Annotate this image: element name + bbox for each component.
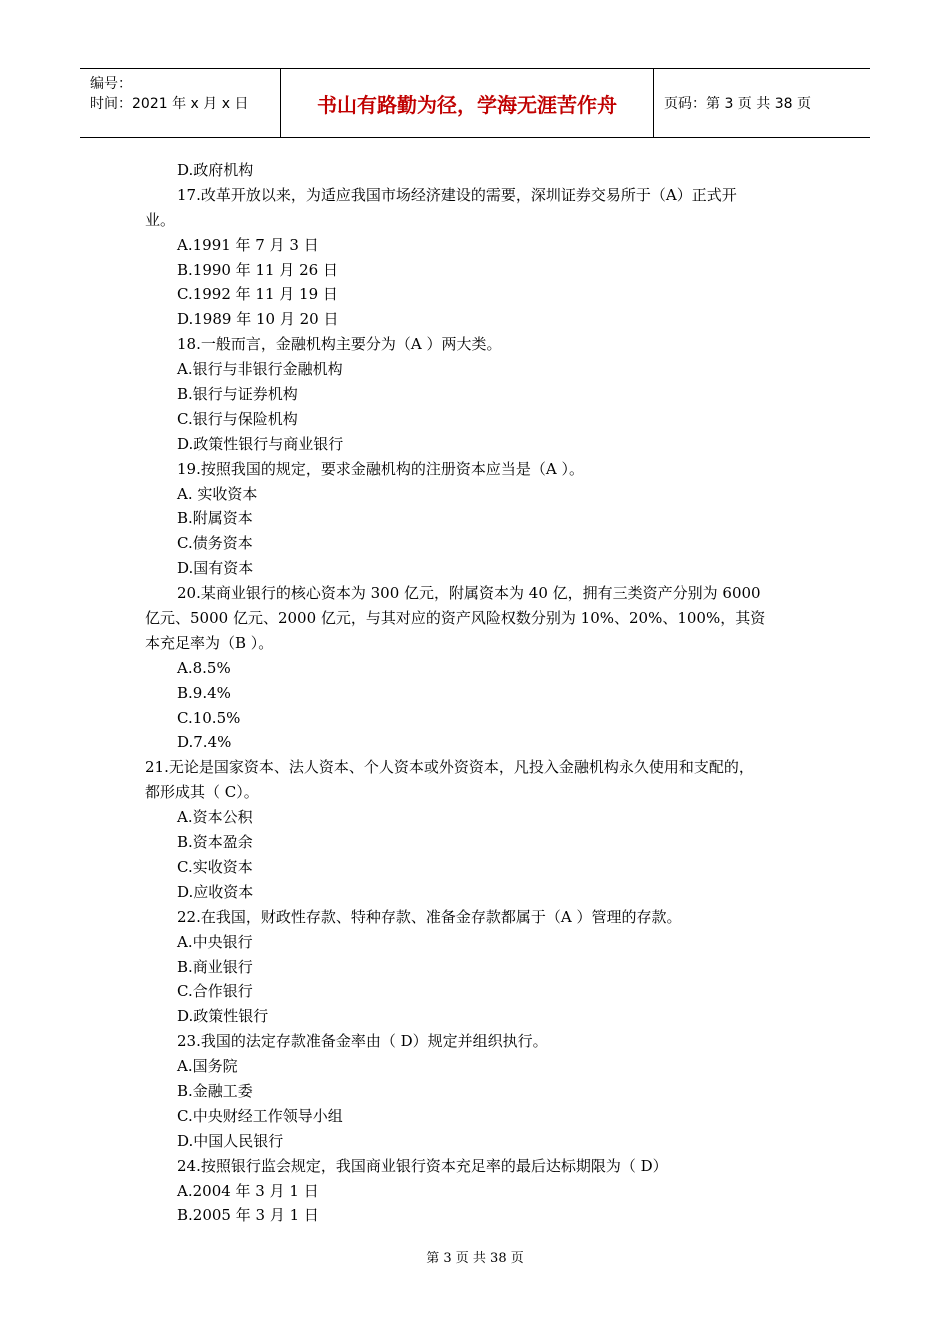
text-line: D.政府机构 bbox=[177, 161, 254, 179]
text-line: C.实收资本 bbox=[177, 857, 253, 876]
text-line: D.中国人民银行 bbox=[177, 1131, 284, 1150]
text-line: C.10.5% bbox=[177, 708, 241, 727]
text-line: D.应收资本 bbox=[177, 882, 254, 901]
page-header bbox=[80, 68, 870, 138]
text-line: A.2004 年 3 月 1 日 bbox=[177, 1181, 319, 1200]
text-line: 17.改革开放以来，为适应我国市场经济建设的需要，深圳证券交易所于（A）正式开 bbox=[177, 185, 737, 204]
text-line: D.政策性银行 bbox=[177, 1007, 269, 1026]
text-line: A.银行与非银行金融机构 bbox=[177, 360, 343, 379]
text-line: A.中央银行 bbox=[177, 932, 253, 951]
text-line: B.资本盈余 bbox=[177, 833, 253, 852]
header-left-cell bbox=[80, 69, 281, 137]
text-line: D.1989 年 10 月 20 日 bbox=[177, 310, 339, 329]
text-line: C.1992 年 11 月 19 日 bbox=[177, 285, 338, 304]
text-line: C.债务资本 bbox=[177, 534, 253, 553]
text-line: 21.无论是国家资本、法人资本、个人资本或外资资本，凡投入金融机构永久使用和支配的， bbox=[145, 758, 754, 777]
text-line: A.1991 年 7 月 3 日 bbox=[177, 235, 319, 254]
page-footer: 第 3 页 共 38 页 bbox=[426, 1251, 524, 1266]
text-line: 业。 bbox=[145, 210, 176, 229]
text-line: 本充足率为（B ）。 bbox=[145, 633, 274, 652]
text-line: C.合作银行 bbox=[177, 982, 253, 1001]
text-line: C.中央财经工作领导小组 bbox=[177, 1106, 343, 1125]
text-line: B.1990 年 11 月 26 日 bbox=[177, 260, 338, 279]
serial-label: 编号： bbox=[90, 76, 132, 92]
text-line: 亿元、5000 亿元、2000 亿元，与其对应的资产风险权数分别为 10%、20%、100%，其资 bbox=[145, 609, 766, 628]
text-line: B.9.4% bbox=[177, 683, 231, 702]
text-line: B.金融工委 bbox=[177, 1081, 253, 1100]
text-line: B.银行与证券机构 bbox=[177, 385, 298, 404]
header-page-info: 页码：第 3 页 共 38 页 bbox=[664, 96, 811, 112]
text-line: 23.我国的法定存款准备金率由（ D）规定并组织执行。 bbox=[177, 1032, 548, 1051]
text-line: B.商业银行 bbox=[177, 957, 253, 976]
document-body bbox=[145, 158, 810, 1228]
text-line: 22.在我国，财政性存款、特种存款、准备金存款都属于（A ）管理的存款。 bbox=[177, 907, 682, 926]
text-line: A.资本公积 bbox=[177, 808, 253, 827]
text-line: D.7.4% bbox=[177, 733, 232, 752]
text-line: A.国务院 bbox=[177, 1057, 238, 1076]
text-line: B.附属资本 bbox=[177, 509, 253, 528]
header-motto: 书山有路勤为径，学海无涯苦作舟 bbox=[281, 69, 654, 137]
text-line: A. 实收资本 bbox=[177, 484, 258, 503]
text-line: 都形成其（ C）。 bbox=[145, 783, 259, 802]
time-label: 时间：2021 年 x 月 x 日 bbox=[90, 96, 249, 112]
text-line: D.政策性银行与商业银行 bbox=[177, 434, 344, 453]
text-line: C.银行与保险机构 bbox=[177, 409, 298, 428]
text-line: 24.按照银行监会规定，我国商业银行资本充足率的最后达标期限为（ D） bbox=[177, 1156, 668, 1175]
text-line: 20.某商业银行的核心资本为 300 亿元，附属资本为 40 亿，拥有三类资产分别为 6000 bbox=[177, 584, 761, 603]
text-line: 18.一般而言，金融机构主要分为（A ）两大类。 bbox=[177, 335, 502, 354]
text-line: A.8.5% bbox=[177, 658, 231, 677]
text-line: 19.按照我国的规定，要求金融机构的注册资本应当是（A ）。 bbox=[177, 459, 584, 478]
text-line: D.国有资本 bbox=[177, 559, 254, 578]
text-line: B.2005 年 3 月 1 日 bbox=[177, 1206, 319, 1225]
